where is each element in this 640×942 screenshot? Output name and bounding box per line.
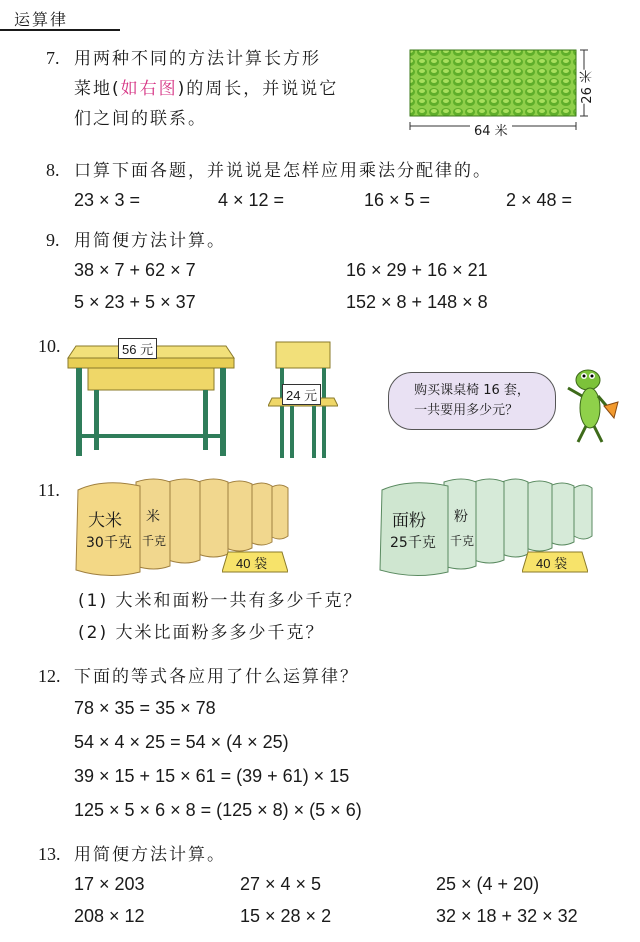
q13-item-6: 32 × 18 + 32 × 32 — [436, 906, 578, 926]
q12-item-1: 78 × 35 = 35 × 78 — [74, 698, 216, 718]
q8-item-2: 4 × 12 = — [218, 190, 285, 210]
field-height-label: 26 米 — [580, 70, 595, 104]
q11-number: 11. — [38, 480, 60, 500]
q8-prompt: 口算下面各题，并说说是怎样应用乘法分配律的。 — [74, 161, 492, 181]
q9-number: 9. — [46, 230, 60, 250]
q12-item-2: 54 × 4 × 25 = 54 × (4 × 25) — [74, 732, 289, 752]
chair-price-tag: 24 元 — [282, 384, 321, 405]
q7-line2-a: 菜地( — [74, 79, 121, 99]
q13-item-5: 15 × 28 × 2 — [240, 906, 332, 926]
rice-bag-weight-small: 千克 — [142, 534, 167, 548]
q13-item-1: 17 × 203 — [74, 874, 145, 894]
header-underline — [0, 29, 120, 31]
q13-prompt: 用简便方法计算。 — [74, 845, 226, 865]
q11-sub2: (2) 大米比面粉多多少千克？ — [78, 623, 325, 643]
q12-number: 12. — [38, 666, 61, 686]
bubble-line-2: 一共要用多少元？ — [414, 403, 519, 418]
rice-count: 40 袋 — [236, 556, 268, 571]
q9-item-4: 152 × 8 + 148 × 8 — [346, 292, 488, 312]
q10-number: 10. — [38, 336, 61, 356]
q12-item-3: 39 × 15 + 15 × 61 = (39 + 61) × 15 — [74, 766, 350, 786]
flour-count: 40 袋 — [536, 556, 568, 571]
flour-weight: 25千克 — [390, 535, 436, 551]
rice-weight: 30千克 — [86, 535, 132, 551]
vegetable-field-figure — [404, 46, 612, 142]
flour-count-sign — [522, 550, 588, 574]
q13-item-4: 208 × 12 — [74, 906, 145, 926]
flour-bag-label-small: 粉 — [454, 509, 468, 525]
flour-bag-weight-small: 千克 — [450, 534, 475, 548]
q9-item-3: 5 × 23 + 5 × 37 — [74, 292, 196, 312]
q8-item-1: 23 × 3 = — [74, 190, 141, 210]
q12-prompt: 下面的等式各应用了什么运算律？ — [74, 667, 359, 687]
q13-item-3: 25 × (4 + 20) — [436, 874, 540, 894]
q7-line2 — [74, 76, 338, 102]
q13-number: 13. — [38, 844, 61, 864]
q7-figure-ref: 如右图 — [120, 79, 178, 99]
grasshopper-character — [560, 362, 620, 446]
q11-sub1: (1) 大米和面粉一共有多少千克？ — [78, 591, 363, 611]
q9-prompt: 用简便方法计算。 — [74, 231, 226, 251]
q12-item-4: 125 × 5 × 6 × 8 = (125 × 8) × (5 × 6) — [74, 800, 362, 820]
header-title: 运算律 — [14, 10, 69, 29]
bubble-line-1: 购买课桌椅 16 套， — [414, 383, 530, 398]
bubble-text — [414, 381, 530, 421]
rice-label: 大米 — [88, 511, 122, 531]
chair-illustration — [268, 340, 338, 460]
field-width-label: 64 米 — [470, 120, 512, 139]
q7-line1: 用两种不同的方法计算长方形 — [74, 49, 321, 69]
field-rect — [410, 50, 576, 116]
q7-line2-c: )的周长，并说说它 — [177, 79, 339, 99]
q8-item-4: 2 × 48 = — [506, 190, 573, 210]
desk-price-tag: 56 元 — [118, 338, 157, 359]
q9-item-1: 38 × 7 + 62 × 7 — [74, 260, 196, 280]
flour-label: 面粉 — [392, 511, 426, 531]
q7-line3: 们之间的联系。 — [74, 109, 207, 129]
rice-bag-label-small: 米 — [146, 509, 160, 525]
q8-item-3: 16 × 5 = — [364, 190, 431, 210]
q13-item-2: 27 × 4 × 5 — [240, 874, 322, 894]
speech-bubble — [388, 372, 556, 430]
q8-number: 8. — [46, 160, 60, 180]
rice-count-sign — [222, 550, 288, 574]
q7-number: 7. — [46, 48, 60, 68]
desk-illustration — [66, 330, 236, 460]
q9-item-2: 16 × 29 + 16 × 21 — [346, 260, 488, 280]
page-header — [0, 0, 640, 34]
